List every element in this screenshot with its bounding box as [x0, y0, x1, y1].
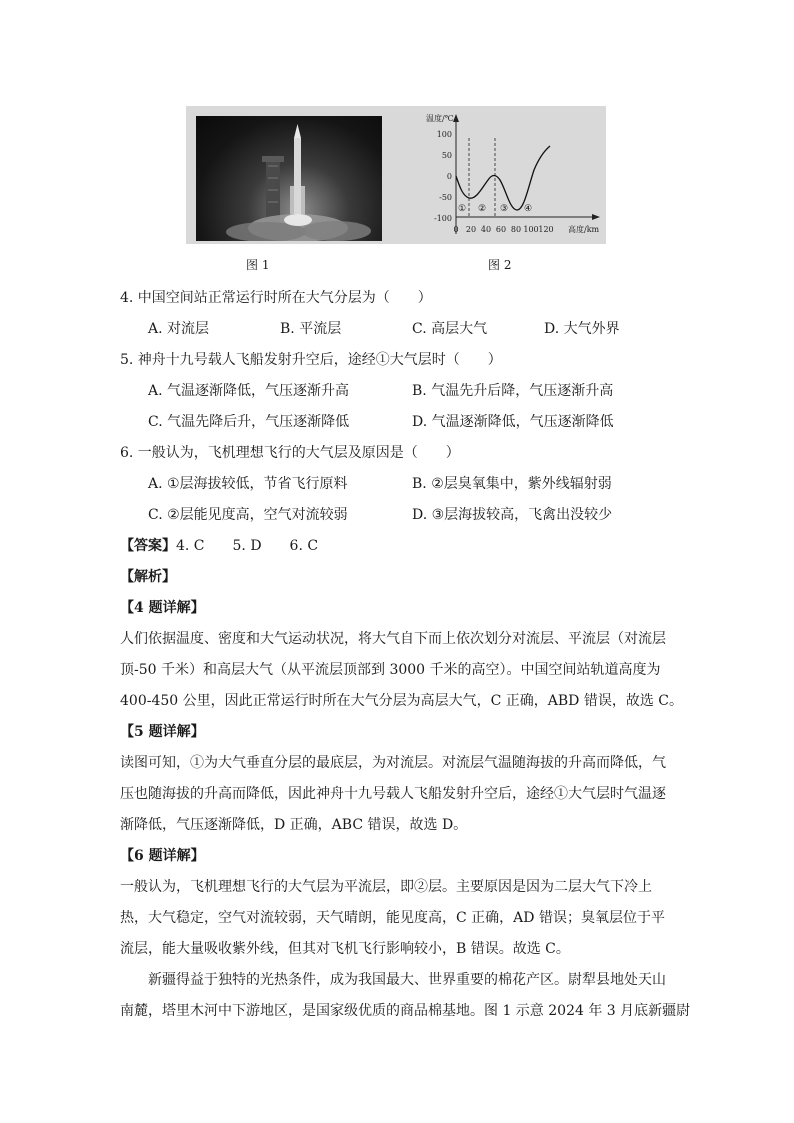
option-d: D. 大气外界	[544, 321, 620, 337]
detail-5-line: 读图可知，①为大气垂直分层的最底层，为对流层。对流层气温随海拔的升高而降低，气	[120, 755, 666, 771]
option-b: B. 气温先升后降，气压逐渐升高	[412, 383, 614, 399]
y-tick: 0	[446, 172, 452, 181]
figure-2-caption: 图 2	[488, 258, 512, 272]
y-tick: 100	[436, 130, 452, 139]
question-5-options-row2	[120, 407, 680, 438]
x-tick: 40	[480, 225, 492, 234]
detail-6-line: 一般认为，飞机理想飞行的大气层为平流层，即②层。主要原因是因为二层大气下冷上	[120, 879, 652, 895]
question-5-options-row1	[120, 376, 680, 407]
x-tick: 0	[453, 225, 459, 234]
y-tick: -100	[434, 214, 452, 223]
answer-value: 4. C 5. D 6. C	[176, 538, 319, 554]
question-block	[120, 283, 691, 1027]
option-d: D. ③层海拔较高，飞禽出没较少	[412, 507, 613, 523]
detail-4-title: 【4 题详解】	[120, 600, 205, 616]
option-a: A. ①层海拔较低，节省飞行原料	[148, 476, 348, 492]
question-6-stem: 6. 一般认为，飞机理想飞行的大气层及原因是（ ）	[120, 445, 460, 461]
x-axis-label: 高度/km	[568, 225, 600, 234]
detail-5-title: 【5 题详解】	[120, 724, 205, 740]
detail-5-line: 压也随海拔的升高而降低，因此神舟十九号载人飞船发射升空后，途经①大气层时气温逐	[120, 786, 666, 802]
detail-6-line: 热，大气稳定，空气对流较弱，天气晴朗，能见度高，C 正确，AD 错误；臭氧层位于平	[120, 910, 665, 926]
detail-4-line: 顶-50 千米）和高层大气（从平流层顶部到 3000 千米的高空）。中国空间站轨道高度为	[120, 662, 661, 678]
x-tick: 120	[538, 225, 554, 234]
detail-5-line: 渐降低，气压逐渐降低，D 正确，ABC 错误，故选 D。	[120, 817, 468, 833]
x-tick: 60	[495, 225, 507, 234]
layer-marker-2: ②	[477, 204, 487, 214]
analysis-label: 【解析】	[120, 569, 176, 585]
option-c: C. 高层大气	[412, 321, 488, 337]
x-tick: 20	[465, 225, 477, 234]
option-a: A. 对流层	[148, 321, 210, 337]
detail-6-line: 流层，能大量吸收紫外线，但其对飞机飞行影响较小，B 错误。故选 C。	[120, 941, 570, 957]
x-tick: 100	[523, 225, 539, 234]
y-tick: 50	[441, 151, 452, 160]
next-passage-line: 南麓，塔里木河中下游地区，是国家级优质的商品棉基地。图 1 示意 2024 年 3 月底新疆尉	[120, 1003, 691, 1019]
question-6-options-row2	[120, 500, 680, 531]
option-b: B. 平流层	[280, 321, 342, 337]
option-d: D. 气温逐渐降低，气压逐渐降低	[412, 414, 614, 430]
detail-6-title: 【6 题详解】	[120, 848, 205, 864]
x-tick: 80	[510, 225, 522, 234]
layer-marker-4: ④	[523, 204, 533, 214]
answer-line	[120, 531, 680, 562]
figure-panel	[186, 106, 606, 244]
figure-1-caption: 图 1	[246, 258, 270, 272]
answer-label: 【答案】	[120, 538, 176, 554]
question-4-stem: 4. 中国空间站正常运行时所在大气分层为（ ）	[120, 290, 432, 306]
detail-4-line: 400-450 公里，因此正常运行时所在大气分层为高层大气，C 正确，ABD 错误，故选 C。	[120, 693, 684, 709]
y-axis-label: 温度/℃	[426, 114, 454, 123]
temperature-altitude-graph	[416, 108, 604, 242]
detail-4-line: 人们依据温度、密度和大气运动状况，将大气自下而上依次划分对流层、平流层（对流层	[120, 631, 666, 647]
option-c: C. 气温先降后升，气压逐渐降低	[148, 414, 350, 430]
y-tick: -50	[439, 193, 452, 202]
question-4-options	[120, 314, 680, 345]
option-a: A. 气温逐渐降低，气压逐渐升高	[148, 383, 350, 399]
layer-marker-1: ①	[457, 204, 467, 214]
rocket-launch-photo	[196, 116, 382, 241]
question-6-options-row1	[120, 469, 680, 500]
rocket-illustration	[196, 116, 382, 241]
next-passage-line: 新疆得益于独特的光热条件，成为我国最大、世界重要的棉花产区。尉犁县地处天山	[148, 972, 666, 988]
option-b: B. ②层臭氧集中，紫外线辐射弱	[412, 476, 612, 492]
option-c: C. ②层能见度高，空气对流较弱	[148, 507, 348, 523]
question-5-stem: 5. 神舟十九号载人飞船发射升空后，途经①大气层时（ ）	[120, 352, 502, 368]
layer-marker-3: ③	[499, 204, 509, 214]
